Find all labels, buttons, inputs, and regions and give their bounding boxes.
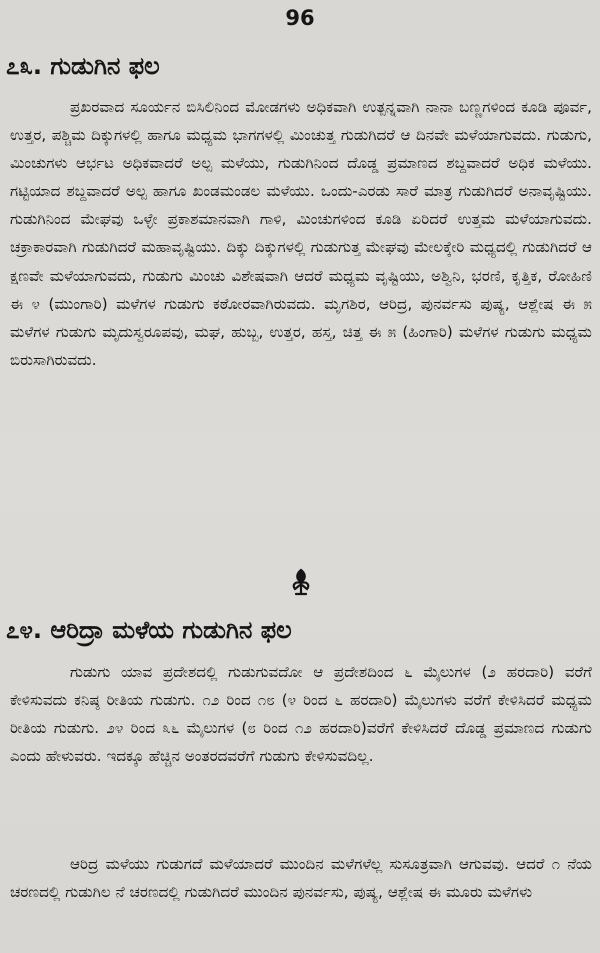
section-heading-thunder-results: ೭೩. ಗುಡುಗಿನ ಫಲ	[6, 52, 160, 80]
flower-ornament-icon	[288, 567, 314, 597]
page-number: 96	[285, 6, 315, 30]
section-heading-aridra-thunder: ೭೪. ಆರಿದ್ರಾ ಮಳೆಯ ಗುಡುಗಿನ ಫಲ	[6, 616, 292, 644]
section-paragraph-aridra-rain: ಆರಿದ್ರ ಮಳೆಯು ಗುಡುಗದೆ ಮಳೆಯಾದರೆ ಮುಂದಿನ ಮಳೆಗಳೆಲ್ಲ ಸುಸೂತ್ರವಾಗಿ ಆಗುವವು. ಆದರೆ ೧ ನೆಯ ಚರಣದಲ್ಲಿ ಗುಡುಗಿಲ ನೆ ಚರಣದಲ್ಲಿ ಗುಡುಗಿದರೆ ಮುಂದಿನ ಪುನರ್ವಸು, ಪುಷ್ಯ, ಆಶ್ಲೇಷ ಈ ಮೂರು ಮಳೆಗಳು	[10, 855, 592, 902]
section-paragraph-thunder-distance: ಗುಡುಗು ಯಾವ ಪ್ರದೇಶದಲ್ಲಿ ಗುಡುಗುವದೋ ಆ ಪ್ರದೇಶದಿಂದ ೬ ಮೈಲುಗಳ (೨ ಹರದಾರಿ) ವರೆಗೆ ಕೇಳಿಸುವದು ಕನಿಷ್ಠ ರೀತಿಯ ಗುಡುಗು. ೧೨ ರಿಂದ ೧೮ (೪ ರಿಂದ ೬ ಹರದಾರಿ) ಮೈಲುಗಳು ವರೆಗೆ ಕೇಳಿಸಿದರೆ ಮಧ್ಯಮ ರೀತಿಯ ಗುಡುಗು. ೨೪ ರಿಂದ ೩೬ ಮೈಲುಗಳ (೮ ರಿಂದ ೧೨ ಹರದಾರಿ)ವರೆಗೆ ಕೇಳಿಸಿದರೆ ದೊಡ್ಡ ಪ್ರಮಾಣದ ಗುಡುಗು ಎಂದು ಹೇಳುವರು. ಇದಕ್ಕೂ ಹೆಚ್ಚಿನ ಅಂತರದವರೆಗೆ ಗುಡುಗು ಕೇಳಿಸುವದಿಲ್ಲ.	[10, 663, 592, 766]
section-paragraph-thunder-results: ಪ್ರಖರವಾದ ಸೂರ್ಯನ ಬಿಸಿಲಿನಿಂದ ಮೋಡಗಳು ಅಧಿಕವಾಗಿ ಉತ್ಪನ್ನವಾಗಿ ನಾನಾ ಬಣ್ಣಗಳಿಂದ ಕೂಡಿ ಪೂರ್ವ, ಉತ್ತರ, ಪಶ್ಚಿಮ ದಿಕ್ಕುಗಳಲ್ಲಿ ಹಾಗೂ ಮಧ್ಯಮ ಭಾಗಗಳಲ್ಲಿ ಮಿಂಚುತ್ತ ಗುಡುಗಿದರೆ ಆ ದಿನವೇ ಮಳೆಯಾಗುವದು. ಗುಡುಗು, ಮಿಂಚುಗಳು ಆರ್ಭಟ ಅಧಿಕವಾದರೆ ಅಲ್ಪ ಮಳೆಯು, ಗುಡುಗಿನಿಂದ ದೊಡ್ಡ ಪ್ರಮಾಣದ ಶಬ್ದವಾದರೆ ಅಧಿಕ ಮಳೆಯು. ಗಟ್ಟಿಯಾದ ಶಬ್ದವಾದರೆ ಅಲ್ಪ ಹಾಗೂ ಖಂಡಮಂಡಲ ಮಳೆಯು. ಒಂದು-ಎರಡು ಸಾರೆ ಮಾತ್ರ ಗುಡುಗಿದರೆ ಅನಾವೃಷ್ಟಿಯು. ಗುಡುಗಿನಿಂದ ಮೇಘವು ಒಳ್ಳೇ ಪ್ರಕಾಶಮಾನವಾಗಿ ಗಾಳಿ, ಮಿಂಚುಗಳಿಂದ ಕೂಡಿ ಏರಿದರೆ ಉತ್ತಮ ಮಳೆಯಾಗುವದು. ಚಕ್ರಾಕಾರವಾಗಿ ಗುಡುಗಿದರೆ ಮಹಾವೃಷ್ಟಿಯು. ದಿಕ್ಕು ದಿಕ್ಕುಗಳಲ್ಲಿ ಗುಡುಗುತ್ತ ಮೇಘವು ಮೇಲಕ್ಕೇರಿ ಮಧ್ಯದಲ್ಲಿ ಗುಡುಗಿದರೆ ಆ ಕ್ಷಣವೇ ಮಳೆಯಾಗುವದು, ಗುಡುಗು ಮಿಂಚು ವಿಶೇಷವಾಗಿ ಆದರೆ ಮಧ್ಯಮ ವೃಷ್ಟಿಯು, ಅಶ್ವಿನಿ, ಭರಣಿ, ಕೃತ್ತಿಕ, ರೋಹಿಣಿ ಈ ೪ (ಮುಂಗಾರಿ) ಮಳೆಗಳ ಗುಡುಗು ಕಠೋರವಾಗಿರುವದು. ಮೃಗಶಿರ, ಆರಿದ್ರ, ಪುನರ್ವಸು ಪುಷ್ಯ, ಆಶ್ಲೇಷ ಈ ೫ ಮಳೆಗಳ ಗುಡುಗು ಮೃದುಸ್ವರೂಪವು, ಮಘ, ಹುಬ್ಬ, ಉತ್ತರ, ಹಸ್ತ, ಚಿತ್ತ ಈ ೫ (ಹಿಂಗಾರಿ) ಮಳೆಗಳ ಗುಡುಗು ಮಧ್ಯಮ ಬಿರುಸಾಗಿರುವದು.	[10, 98, 592, 369]
